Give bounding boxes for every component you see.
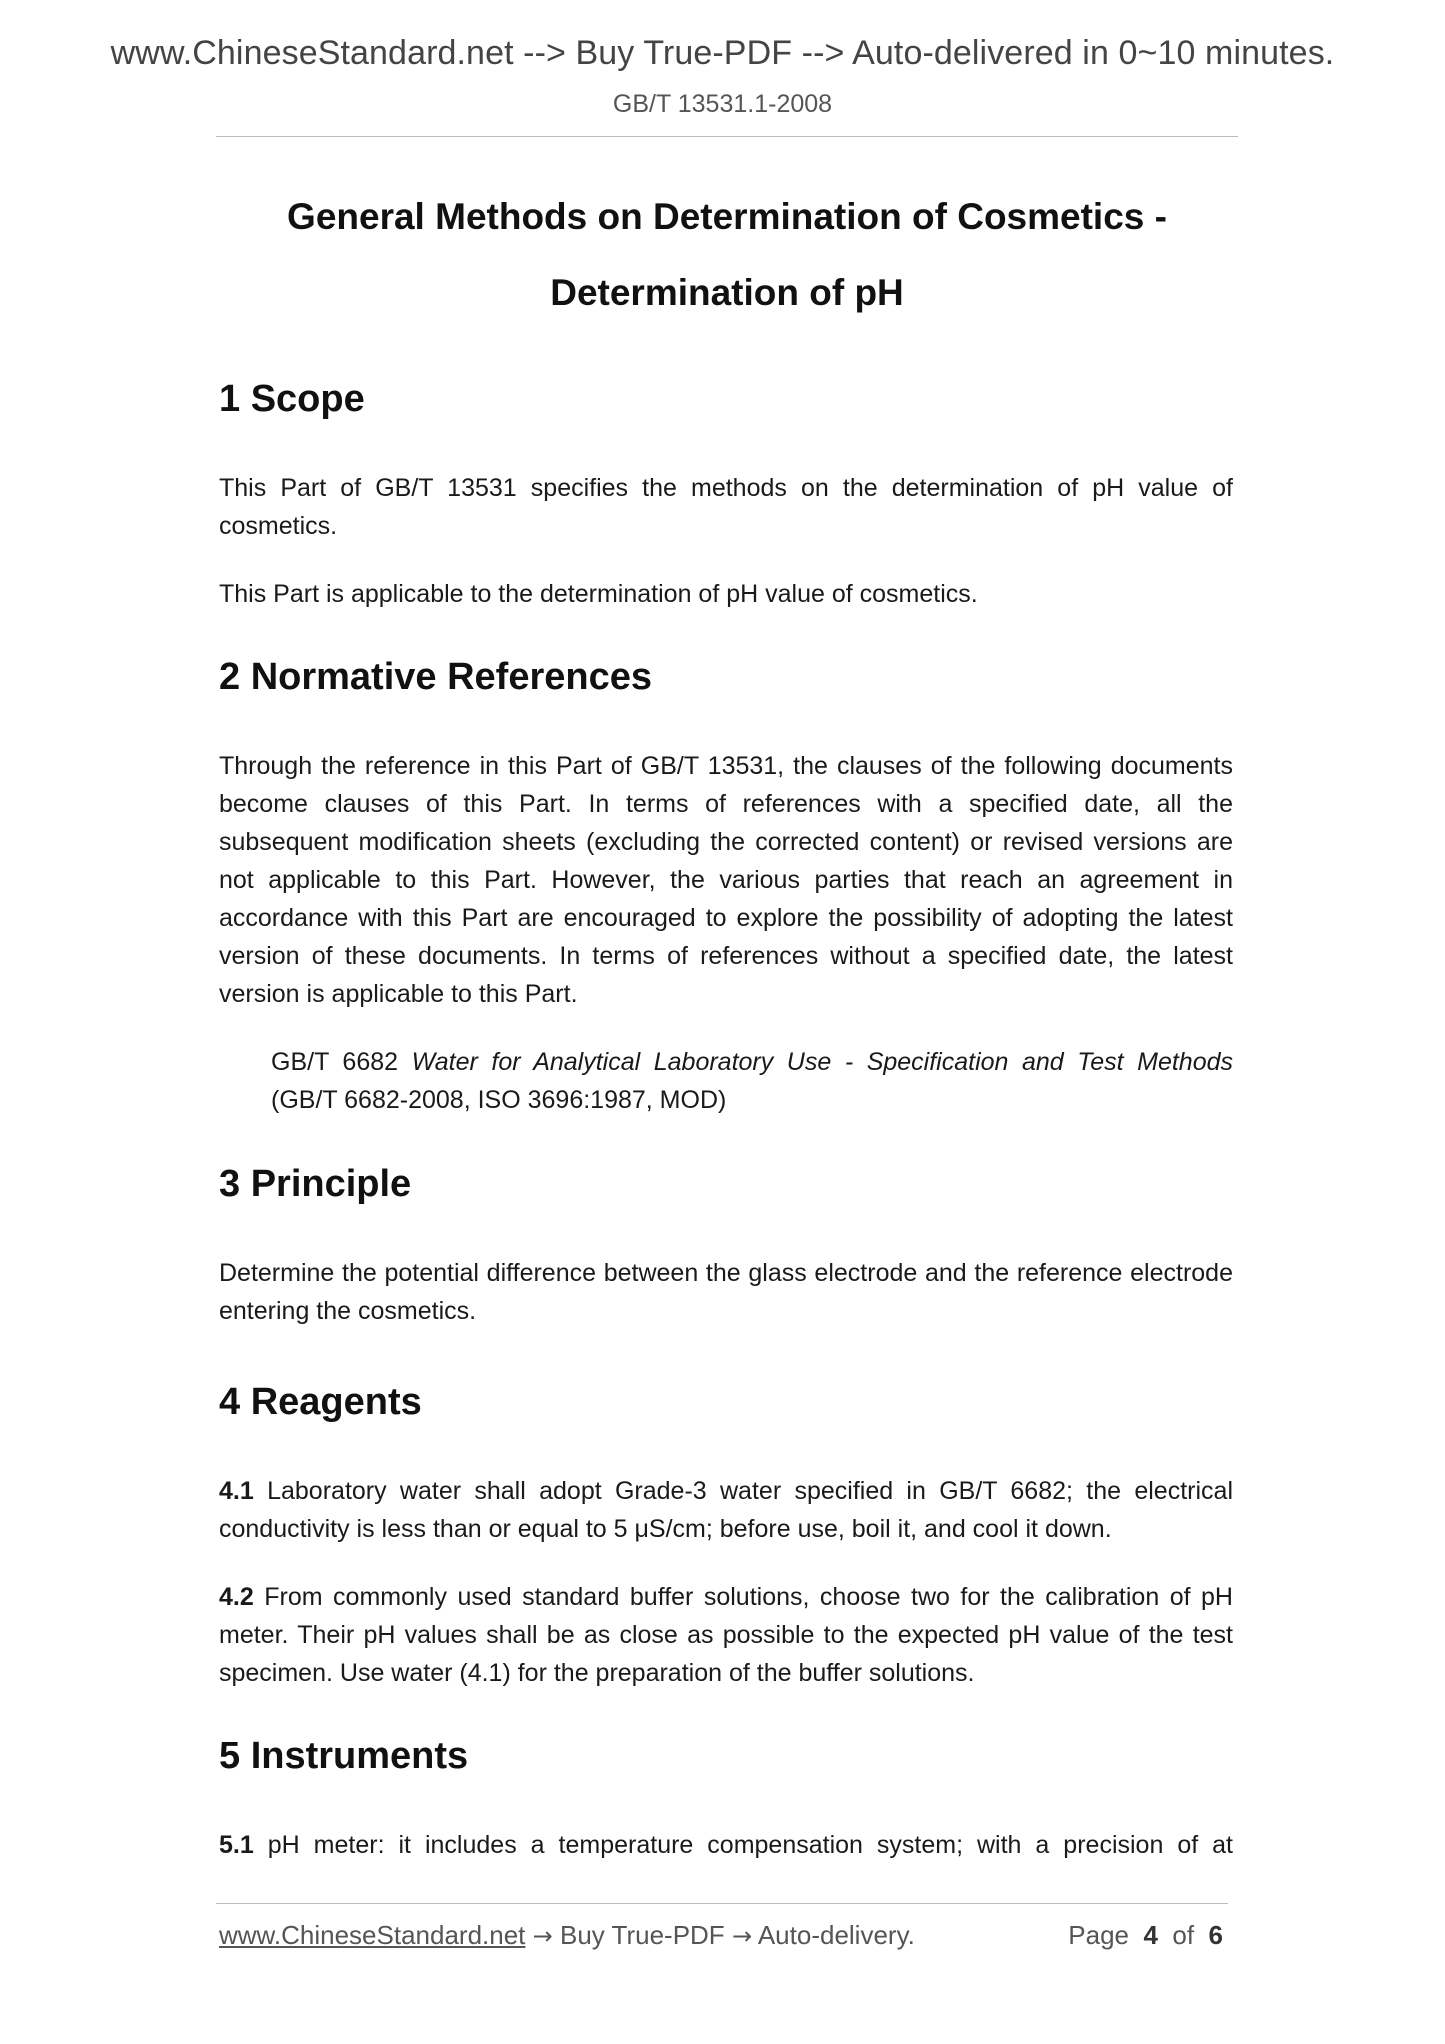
document-title-line-1: General Methods on Determination of Cosmetics - [287,196,1167,237]
reference-note: (GB/T 6682-2008, ISO 3696:1987, MOD) [271,1086,727,1114]
reference-entry [271,1043,1233,1119]
arrow-right-icon: → [532,1922,553,1950]
footer-buy-text: Buy True-PDF [559,1920,725,1950]
footer-divider [216,1903,1228,1904]
clause-text: Laboratory water shall adopt Grade-3 water specified in GB/T 6682; the electrical conductivity is less than or equal to 5 μS/cm; before use, boil it, and cool it down. [219,1477,1233,1543]
section-heading-instruments: 5 Instruments [219,1735,469,1777]
scope-paragraph-2: This Part is applicable to the determination of pH value of cosmetics. [219,580,978,608]
reference-title: Water for Analytical Laboratory Use - Specification and Test Methods [411,1048,1234,1076]
header-divider [216,136,1238,137]
header-banner: www.ChineseStandard.net --> Buy True-PDF --> Auto-delivered in 0~10 minutes. [110,34,1335,72]
clause-number: 4.1 [219,1477,254,1505]
footer-delivery-text: Auto-delivery. [757,1920,915,1950]
footer-site-link[interactable]: www.ChineseStandard.net [219,1920,526,1950]
page-footer [219,1920,1231,1951]
section-heading-scope: 1 Scope [219,378,365,420]
standard-number: GB/T 13531.1-2008 [612,90,833,118]
clause-text: From commonly used standard buffer solutions, choose two for the calibration of pH meter. Their pH values shall be as close as possible to the expected pH value of the test specimen. Use water (4.1) for the preparation of the buffer solutions. [219,1583,1233,1687]
section-heading-principle: 3 Principle [219,1163,412,1205]
scope-paragraph-1: This Part of GB/T 13531 specifies the methods on the determination of pH value of cosmetics. [219,474,1233,540]
reagents-clause-4-2 [219,1578,1233,1692]
of-label: of [1172,1920,1195,1950]
normative-references-paragraph: Through the reference in this Part of GB/T 13531, the clauses of the following documents become clauses of this Part. In terms of references with a specified date, all the subsequent modification sheets (excluding the corrected content) or revised versions are not applicable to this Part. However, the various parties that reach an agreement in accordance with this Part are encouraged to explore the possibility of adopting the latest version of these documents. In terms of references without a specified date, the latest version is applicable to this Part. [219,752,1233,1008]
arrow-right-icon: → [731,1922,753,1950]
principle-paragraph: Determine the potential difference between the glass electrode and the reference electrode entering the cosmetics. [219,1259,1233,1325]
instruments-clause-5-1 [219,1826,1233,1864]
reagents-clause-4-1 [219,1472,1233,1548]
section-heading-reagents: 4 Reagents [219,1381,422,1423]
reference-code: GB/T 6682 [271,1048,399,1076]
page-total: 6 [1208,1920,1223,1950]
page-label: Page [1068,1920,1130,1950]
clause-text: pH meter: it includes a temperature compensation system; with a precision of at [267,1831,1233,1859]
clause-number: 4.2 [219,1583,254,1611]
clause-number: 5.1 [219,1831,254,1859]
page-indicator [1068,1920,1223,1951]
page-number: 4 [1143,1920,1158,1950]
document-title-line-2: Determination of pH [550,272,904,313]
section-heading-normative-references: 2 Normative References [219,656,652,698]
